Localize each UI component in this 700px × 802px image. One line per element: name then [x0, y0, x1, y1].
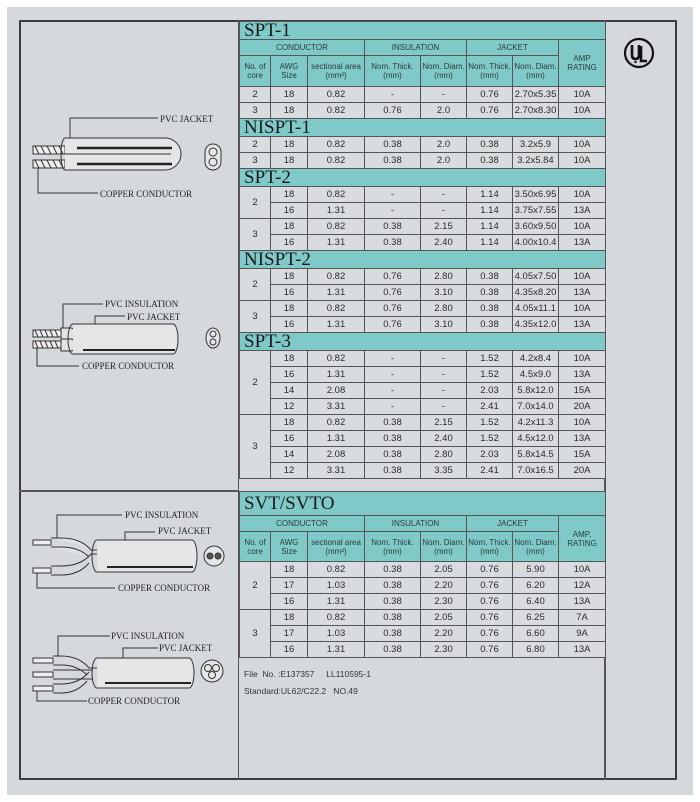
table-row — [240, 431, 606, 447]
cell-amp: 13A — [559, 642, 606, 658]
cell-area: 0.82 — [308, 301, 365, 317]
cell-ins-thick: - — [365, 351, 421, 367]
cell-ins-diam: - — [421, 87, 467, 103]
cell-awg: 16 — [271, 431, 308, 447]
cell-ins-thick: 0.38 — [365, 219, 421, 235]
header-jacket: JACKET — [467, 516, 559, 532]
table-row — [240, 351, 606, 367]
cell-jac-thick: 0.76 — [467, 642, 513, 658]
cell-ins-thick: 0.38 — [365, 137, 421, 153]
spec-table-spt — [239, 21, 606, 479]
header-sectional-area: sectional area (mm²) — [308, 56, 365, 87]
table-row — [240, 415, 606, 431]
table-row — [240, 103, 606, 119]
cell-amp: 13A — [559, 431, 606, 447]
cell-amp: 20A — [559, 463, 606, 479]
cell-ins-diam: - — [421, 399, 467, 415]
cell-ins-thick: 0.76 — [365, 317, 421, 333]
cell-jac-thick: 2.41 — [467, 399, 513, 415]
header-jacket-thick: Nom. Thick. (mm) — [467, 532, 513, 562]
section-title-row — [240, 169, 606, 187]
cell-jac-diam: 3.2x5.9 — [513, 137, 559, 153]
cell-jac-thick: 0.38 — [467, 137, 513, 153]
cell-ins-diam: 2.0 — [421, 103, 467, 119]
cell-jac-diam: 3.50x6.95 — [513, 187, 559, 203]
cell-amp: 10A — [559, 269, 606, 285]
cell-amp: 10A — [559, 415, 606, 431]
diagram-spt-1 — [25, 108, 235, 208]
label-pvc-jacket: PVC JACKET — [127, 312, 181, 322]
cell-awg: 18 — [271, 269, 308, 285]
cell-ins-diam: 2.15 — [421, 415, 467, 431]
cell-awg: 17 — [271, 578, 308, 594]
section-title: SPT-2 — [240, 169, 606, 187]
cable-illustration — [33, 118, 221, 193]
table-row — [240, 269, 606, 285]
cell-jac-diam: 3.75x7.55 — [513, 203, 559, 219]
cell-awg: 14 — [271, 447, 308, 463]
cell-area: 0.82 — [308, 137, 365, 153]
label-copper-conductor: COPPER CONDUCTOR — [100, 189, 193, 199]
group-header-row — [240, 516, 606, 532]
table-row — [240, 610, 606, 626]
cell-jac-diam: 4.5x12.0 — [513, 431, 559, 447]
cell-amp: 7A — [559, 610, 606, 626]
header-insulation: INSULATION — [365, 40, 467, 56]
table-row — [240, 626, 606, 642]
header-insulation-thick: Nom. Thick. (mm) — [365, 532, 421, 562]
cell-ins-diam: 2.80 — [421, 301, 467, 317]
cell-area: 0.82 — [308, 153, 365, 169]
cell-area: 1.31 — [308, 285, 365, 301]
section-title: NISPT-2 — [240, 251, 606, 269]
cell-jac-diam: 3.2x5.84 — [513, 153, 559, 169]
cell-core: 2 — [240, 562, 271, 610]
cell-jac-diam: 4.05x11.1 — [513, 301, 559, 317]
cell-awg: 16 — [271, 642, 308, 658]
cell-core: 3 — [240, 219, 271, 251]
cell-jac-thick: 1.52 — [467, 431, 513, 447]
cell-ins-thick: 0.38 — [365, 610, 421, 626]
table-row — [240, 137, 606, 153]
diagram-spt-2 — [25, 290, 235, 380]
cell-ins-thick: 0.38 — [365, 415, 421, 431]
cell-jac-thick: 0.38 — [467, 301, 513, 317]
cell-amp: 15A — [559, 447, 606, 463]
cell-ins-diam: - — [421, 203, 467, 219]
cell-ins-diam: 2.20 — [421, 578, 467, 594]
table-row — [240, 463, 606, 479]
cell-awg: 17 — [271, 626, 308, 642]
cell-jac-thick: 1.14 — [467, 235, 513, 251]
cell-amp: 13A — [559, 203, 606, 219]
cell-amp: 10A — [559, 137, 606, 153]
cell-awg: 18 — [271, 610, 308, 626]
cell-ins-thick: - — [365, 187, 421, 203]
header-insulation-diam: Nom. Diam. (mm) — [421, 532, 467, 562]
cell-ins-thick: - — [365, 367, 421, 383]
cell-jac-thick: 1.52 — [467, 351, 513, 367]
cell-core: 3 — [240, 610, 271, 658]
section-title: SVT/SVTO — [240, 492, 606, 516]
cell-jac-thick: 0.76 — [467, 103, 513, 119]
sub-header-row — [240, 56, 606, 87]
cell-jac-diam: 6.20 — [513, 578, 559, 594]
cell-jac-thick: 1.14 — [467, 219, 513, 235]
table-row — [240, 562, 606, 578]
cell-ins-thick: 0.38 — [365, 235, 421, 251]
section-title: SPT-1 — [240, 22, 606, 40]
cell-awg: 18 — [271, 137, 308, 153]
cell-ins-diam: 3.35 — [421, 463, 467, 479]
cell-ins-thick: - — [365, 383, 421, 399]
cell-awg: 16 — [271, 594, 308, 610]
cell-amp: 15A — [559, 383, 606, 399]
cell-jac-thick: 0.38 — [467, 153, 513, 169]
ul-logo — [623, 37, 655, 69]
cell-awg: 18 — [271, 87, 308, 103]
cell-jac-thick: 2.41 — [467, 463, 513, 479]
table-row — [240, 594, 606, 610]
header-insulation-thick: Nom. Thick. (mm) — [365, 56, 421, 87]
cell-jac-thick: 0.76 — [467, 578, 513, 594]
cell-ins-diam: - — [421, 367, 467, 383]
cell-area: 2.08 — [308, 447, 365, 463]
header-awg-size: AWG Size — [271, 532, 308, 562]
cell-core: 3 — [240, 103, 271, 119]
cell-core: 3 — [240, 153, 271, 169]
cell-amp: 10A — [559, 219, 606, 235]
table-row — [240, 642, 606, 658]
cell-jac-thick: 0.76 — [467, 594, 513, 610]
cell-ins-thick: 0.76 — [365, 285, 421, 301]
cell-area: 2.08 — [308, 383, 365, 399]
cell-amp: 20A — [559, 399, 606, 415]
cell-core: 2 — [240, 351, 271, 415]
label-pvc-insulation: PVC INSULATION — [111, 631, 185, 641]
header-amp-rating: AMP RATING — [559, 40, 606, 87]
cell-ins-thick: 0.38 — [365, 562, 421, 578]
cell-awg: 16 — [271, 317, 308, 333]
cell-core: 2 — [240, 137, 271, 153]
cell-ins-diam: 2.05 — [421, 562, 467, 578]
cell-ins-diam: - — [421, 187, 467, 203]
header-no-of-core: No. of core — [240, 56, 271, 87]
cell-ins-thick: 0.38 — [365, 463, 421, 479]
section-title-row — [240, 251, 606, 269]
cell-jac-diam: 4.35x8.20 — [513, 285, 559, 301]
cell-jac-diam: 2.70x8.30 — [513, 103, 559, 119]
cell-ins-diam: 2.30 — [421, 642, 467, 658]
section-title: SPT-3 — [240, 333, 606, 351]
cell-ins-thick: 0.38 — [365, 447, 421, 463]
cell-awg: 16 — [271, 367, 308, 383]
cell-amp: 10A — [559, 153, 606, 169]
cell-area: 0.82 — [308, 87, 365, 103]
cell-jac-thick: 2.03 — [467, 447, 513, 463]
cell-area: 1.31 — [308, 594, 365, 610]
table-row — [240, 367, 606, 383]
table-row — [240, 383, 606, 399]
label-copper-conductor: COPPER CONDUCTOR — [88, 696, 181, 706]
cell-awg: 18 — [271, 187, 308, 203]
cell-awg: 18 — [271, 103, 308, 119]
cell-amp: 10A — [559, 301, 606, 317]
cell-amp: 13A — [559, 285, 606, 301]
cell-awg: 18 — [271, 415, 308, 431]
cell-ins-thick: 0.38 — [365, 594, 421, 610]
cell-jac-diam: 6.80 — [513, 642, 559, 658]
cell-jac-thick: 0.38 — [467, 317, 513, 333]
section-title-row — [240, 22, 606, 40]
cell-awg: 16 — [271, 235, 308, 251]
table-row — [240, 578, 606, 594]
cell-ins-thick: - — [365, 87, 421, 103]
cell-area: 1.31 — [308, 235, 365, 251]
cell-ins-thick: - — [365, 203, 421, 219]
header-insulation: INSULATION — [365, 516, 467, 532]
cell-jac-diam: 7.0x14.0 — [513, 399, 559, 415]
cell-ins-diam: 2.40 — [421, 431, 467, 447]
cell-jac-diam: 5.90 — [513, 562, 559, 578]
header-jacket-diam: Nom. Diam. (mm) — [513, 56, 559, 87]
cell-amp: 13A — [559, 367, 606, 383]
section-title: NISPT-1 — [240, 119, 606, 137]
cell-area: 0.82 — [308, 269, 365, 285]
table-row — [240, 285, 606, 301]
file-number: File No. :E137357 LL110595-1 — [244, 669, 371, 679]
cell-amp: 10A — [559, 351, 606, 367]
cell-area: 1.03 — [308, 578, 365, 594]
header-insulation-diam: Nom. Diam. (mm) — [421, 56, 467, 87]
spec-table-svt — [239, 491, 606, 658]
cell-area: 1.31 — [308, 642, 365, 658]
label-pvc-insulation: PVC INSULATION — [125, 510, 199, 520]
cell-ins-diam: 2.80 — [421, 269, 467, 285]
cell-amp: 13A — [559, 317, 606, 333]
table-row — [240, 87, 606, 103]
cell-ins-diam: 2.05 — [421, 610, 467, 626]
cell-jac-diam: 4.2x8.4 — [513, 351, 559, 367]
header-jacket-diam: Nom. Diam. (mm) — [513, 532, 559, 562]
cell-area: 1.31 — [308, 367, 365, 383]
cell-ins-diam: - — [421, 383, 467, 399]
label-pvc-jacket: PVC JACKET — [160, 114, 214, 124]
header-conductor: CONDUCTOR — [240, 516, 365, 532]
cell-jac-diam: 2.70x5.35 — [513, 87, 559, 103]
cell-jac-thick: 0.38 — [467, 269, 513, 285]
cell-ins-thick: 0.38 — [365, 642, 421, 658]
cell-jac-diam: 4.35x12.0 — [513, 317, 559, 333]
cell-ins-thick: 0.76 — [365, 301, 421, 317]
cell-awg: 16 — [271, 203, 308, 219]
cell-area: 0.82 — [308, 610, 365, 626]
cell-ins-diam: 3.10 — [421, 317, 467, 333]
label-pvc-jacket: PVC JACKET — [158, 526, 212, 536]
cell-jac-thick: 0.76 — [467, 610, 513, 626]
cell-jac-diam: 6.60 — [513, 626, 559, 642]
header-no-of-core: No. of core — [240, 532, 271, 562]
cell-jac-thick: 1.14 — [467, 187, 513, 203]
label-copper-conductor: COPPER CONDUCTOR — [82, 361, 175, 371]
cell-awg: 12 — [271, 399, 308, 415]
cell-jac-thick: 0.38 — [467, 285, 513, 301]
cell-area: 1.31 — [308, 431, 365, 447]
cell-jac-diam: 3.60x9.50 — [513, 219, 559, 235]
cell-ins-diam: 2.40 — [421, 235, 467, 251]
label-copper-conductor: COPPER CONDUCTOR — [118, 583, 211, 593]
table-row — [240, 317, 606, 333]
section-title-row — [240, 492, 606, 516]
table-row — [240, 447, 606, 463]
cell-area: 0.82 — [308, 415, 365, 431]
cell-ins-diam: 2.0 — [421, 137, 467, 153]
cell-jac-diam: 5.8x14.5 — [513, 447, 559, 463]
section-divider — [19, 490, 239, 492]
cell-area: 1.31 — [308, 203, 365, 219]
cell-jac-thick: 1.14 — [467, 203, 513, 219]
cell-area: 0.82 — [308, 103, 365, 119]
cell-ins-diam: 2.20 — [421, 626, 467, 642]
cell-ins-thick: 0.38 — [365, 431, 421, 447]
group-header-row — [240, 40, 606, 56]
cell-ins-diam: 3.10 — [421, 285, 467, 301]
cell-area: 0.82 — [308, 351, 365, 367]
header-jacket-thick: Nom. Thick. (mm) — [467, 56, 513, 87]
cell-area: 1.03 — [308, 626, 365, 642]
cell-area: 3.31 — [308, 463, 365, 479]
cell-ins-diam: 2.30 — [421, 594, 467, 610]
cell-jac-diam: 4.5x9.0 — [513, 367, 559, 383]
cell-amp: 12A — [559, 578, 606, 594]
cell-amp: 10A — [559, 187, 606, 203]
cell-amp: 10A — [559, 562, 606, 578]
header-jacket: JACKET — [467, 40, 559, 56]
cell-jac-diam: 6.25 — [513, 610, 559, 626]
standard: Standard:UL62/C22.2 NO.49 — [244, 686, 358, 696]
header-conductor: CONDUCTOR — [240, 40, 365, 56]
cell-ins-diam: 2.15 — [421, 219, 467, 235]
sub-header-row — [240, 532, 606, 562]
cell-area: 0.82 — [308, 187, 365, 203]
cell-area: 1.31 — [308, 317, 365, 333]
header-amp-rating: AMP. RATING — [559, 516, 606, 562]
cell-amp: 13A — [559, 235, 606, 251]
cell-core: 3 — [240, 415, 271, 479]
cell-ins-diam: 2.80 — [421, 447, 467, 463]
cell-awg: 18 — [271, 153, 308, 169]
label-pvc-insulation: PVC INSULATION — [105, 299, 179, 309]
header-awg-size: AWG Size — [271, 56, 308, 87]
cell-core: 2 — [240, 87, 271, 103]
cell-jac-diam: 6.40 — [513, 594, 559, 610]
cell-ins-thick: - — [365, 399, 421, 415]
cell-awg: 14 — [271, 383, 308, 399]
cell-jac-diam: 5.8x12.0 — [513, 383, 559, 399]
table-row — [240, 153, 606, 169]
diagram-svt-3-core — [25, 620, 235, 710]
cell-jac-thick: 0.76 — [467, 626, 513, 642]
cell-amp: 9A — [559, 626, 606, 642]
cell-jac-thick: 0.76 — [467, 562, 513, 578]
cell-ins-diam: 2.0 — [421, 153, 467, 169]
table-row — [240, 187, 606, 203]
table-row — [240, 235, 606, 251]
table-row — [240, 399, 606, 415]
cell-jac-diam: 4.2x11.3 — [513, 415, 559, 431]
cell-amp: 13A — [559, 594, 606, 610]
cell-awg: 18 — [271, 301, 308, 317]
cell-awg: 16 — [271, 285, 308, 301]
cell-ins-diam: - — [421, 351, 467, 367]
section-title-row — [240, 333, 606, 351]
cell-jac-thick: 1.52 — [467, 415, 513, 431]
cell-area: 3.31 — [308, 399, 365, 415]
cell-jac-thick: 2.03 — [467, 383, 513, 399]
label-pvc-jacket: PVC JACKET — [159, 643, 213, 653]
section-title-row — [240, 119, 606, 137]
cell-core: 2 — [240, 187, 271, 219]
cell-ins-thick: 0.76 — [365, 103, 421, 119]
table-row — [240, 219, 606, 235]
cell-ins-thick: 0.76 — [365, 269, 421, 285]
cell-jac-diam: 7.0x16.5 — [513, 463, 559, 479]
cell-jac-diam: 4.00x10.4 — [513, 235, 559, 251]
diagram-svt-2-core — [25, 500, 235, 595]
table-row — [240, 301, 606, 317]
cell-area: 0.82 — [308, 562, 365, 578]
header-sectional-area: sectional area (mm²) — [308, 532, 365, 562]
cell-amp: 10A — [559, 103, 606, 119]
cell-jac-thick: 0.76 — [467, 87, 513, 103]
cell-area: 0.82 — [308, 219, 365, 235]
cell-ins-thick: 0.38 — [365, 626, 421, 642]
cell-jac-diam: 4.05x7.50 — [513, 269, 559, 285]
cell-awg: 18 — [271, 219, 308, 235]
cell-amp: 10A — [559, 87, 606, 103]
table-row — [240, 203, 606, 219]
cell-core: 3 — [240, 301, 271, 333]
cell-awg: 18 — [271, 351, 308, 367]
cell-core: 2 — [240, 269, 271, 301]
cell-awg: 12 — [271, 463, 308, 479]
cell-awg: 18 — [271, 562, 308, 578]
cell-ins-thick: 0.38 — [365, 153, 421, 169]
cell-ins-thick: 0.38 — [365, 578, 421, 594]
cell-jac-thick: 1.52 — [467, 367, 513, 383]
